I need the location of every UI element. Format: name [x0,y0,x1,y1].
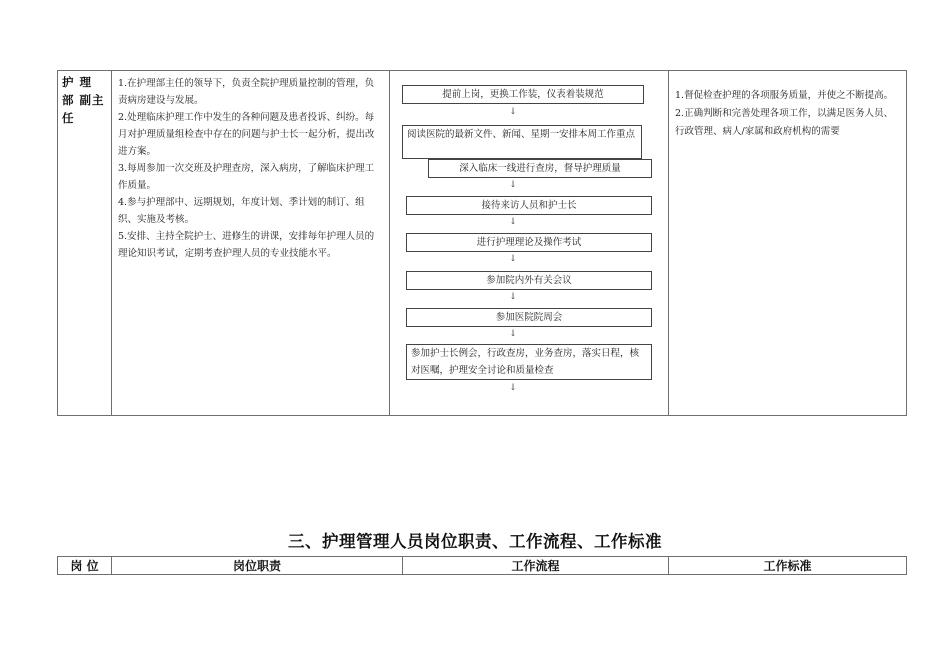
flow-step: 参加医院院周会 [406,308,652,327]
header-table [57,556,907,575]
flow-step: 接待来访人员和护士长 [406,196,652,215]
standard-item: 1.督促检查护理的各项服务质量，并使之不断提高。 [675,90,894,101]
flow-cell [390,71,669,416]
header-role: 岗 位 [58,557,112,575]
flow-step: 进行护理理论及操作考试 [406,233,652,252]
duty-item: 1.在护理部主任的领导下，负责全院护理质量控制的管理，负责病房建设与发展。 [118,78,375,106]
duty-item: 4.参与护理部中、远期规划，年度计划、季计划的制订、组织、实施及考核。 [118,197,365,225]
down-arrow-icon: ↓ [509,180,517,190]
header-duties: 岗位职责 [112,557,403,575]
down-arrow-icon: ↓ [509,329,517,339]
down-arrow-icon: ↓ [509,254,517,264]
flow-step: 阅读医院的最新文件、新闻、星期一安排本周工作重点 [402,125,642,159]
header-standards: 工作标准 [669,557,907,575]
flow-step: 参加院内外有关会议 [406,271,652,290]
down-arrow-icon: ↓ [509,107,517,117]
section-title: 三、护理管理人员岗位职责、工作流程、工作标准 [288,532,662,551]
down-arrow-icon: ↓ [509,217,517,227]
role-cell: 护 理 部 副主任 [58,71,112,416]
role-table [57,70,907,416]
duties-cell [112,71,390,416]
duty-item: 5.安排、主持全院护士、进修生的讲课，安排每年护理人员的理论知识考试，定期考查护理人员的专业技能水平。 [118,231,375,259]
standard-item: 2.正确判断和完善处理各项工作，以满足医务人员、行政管理、病人/家属和政府机构的需要 [675,108,894,137]
flow-step: 提前上岗，更换工作装，仪表着装规范 [402,85,644,104]
flow-step: 参加护士长例会，行政查房，业务查房，落实日程，核对医嘱，护理安全讨论和质量检查 [406,344,652,380]
flow-step: 深入临床一线进行查房，督导护理质量 [428,159,652,178]
header-flow: 工作流程 [403,557,669,575]
down-arrow-icon: ↓ [509,383,517,393]
down-arrow-icon: ↓ [509,292,517,302]
duty-item: 2.处理临床护理工作中发生的各种问题及患者投诉、纠纷。每月对护理质量组检查中存在的问题与护士长一起分析，提出改进方案。 [118,112,375,157]
duty-item: 3.每周参加一次交班及护理查房，深入病房，了解临床护理工作质量。 [118,163,375,191]
standards-cell [669,71,907,416]
